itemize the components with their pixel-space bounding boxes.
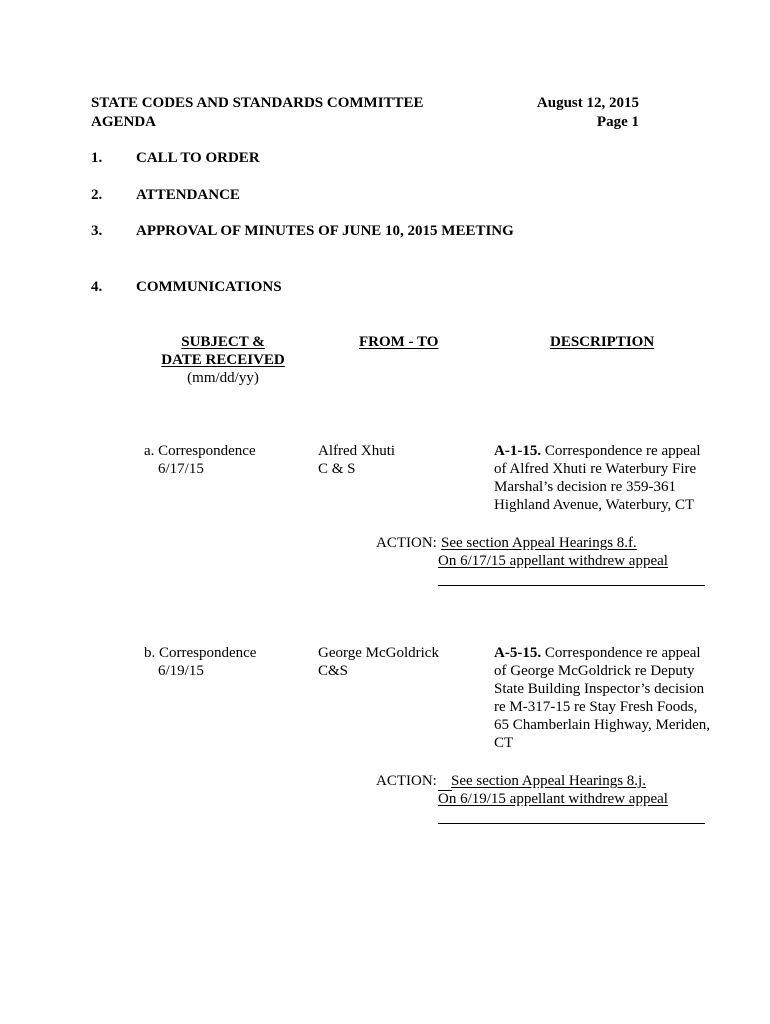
item-a-desc-line: Marshal’s decision re 359-361: [494, 479, 677, 495]
section-number-2: 2.: [91, 187, 103, 203]
item-b-from: George McGoldrick: [318, 645, 439, 661]
column-heading-subject-line1: SUBJECT &: [181, 334, 265, 350]
item-b-desc-line: State Building Inspector’s decision: [494, 681, 705, 697]
agenda-heading: AGENDA: [91, 114, 157, 130]
item-b-date: 6/19/15: [158, 663, 204, 679]
item-b-desc-line: 65 Chamberlain Highway, Meriden,: [494, 717, 711, 733]
section-number-3: 3.: [91, 223, 103, 239]
column-heading-date-format: (mm/dd/yy): [187, 370, 259, 386]
item-b-to: C&S: [318, 663, 349, 679]
column-heading-description: DESCRIPTION: [550, 334, 655, 350]
meeting-date: August 12, 2015: [536, 95, 639, 111]
section-number-1: 1.: [91, 150, 103, 166]
column-heading-from-to: FROM - TO: [359, 334, 439, 350]
item-a-action-label: ACTION:: [376, 535, 437, 551]
column-heading-subject-line2: DATE RECEIVED: [161, 352, 285, 368]
item-a-description: [494, 442, 734, 514]
item-b-action-line1: See section Appeal Hearings 8.j.: [451, 773, 646, 789]
item-a-desc-line: of Alfred Xhuti re Waterbury Fire: [494, 461, 697, 477]
item-b-signature-line: [438, 823, 705, 824]
item-a-appeal-code: A-1-15.: [494, 443, 542, 459]
item-b-action-label: ACTION:: [376, 773, 437, 789]
item-a-action-line2: On 6/17/15 appellant withdrew appeal: [438, 553, 668, 569]
item-b-subject: b. Correspondence: [144, 645, 257, 661]
item-b-action-line2: On 6/19/15 appellant withdrew appeal: [438, 791, 668, 807]
item-a-subject: a. Correspondence: [144, 443, 256, 459]
section-approval-of-minutes: APPROVAL OF MINUTES OF JUNE 10, 2015 MEETING: [136, 223, 514, 239]
item-b-appeal-code: A-5-15.: [494, 645, 542, 661]
section-call-to-order: CALL TO ORDER: [136, 150, 260, 166]
item-a-date: 6/17/15: [158, 461, 204, 477]
item-a-signature-line: [438, 585, 705, 586]
section-number-4: 4.: [91, 279, 103, 295]
item-a-desc-line: Correspondence re appeal: [541, 443, 701, 459]
column-heading-subject: [144, 333, 302, 387]
section-communications: COMMUNICATIONS: [136, 279, 282, 295]
section-attendance: ATTENDANCE: [136, 187, 240, 203]
item-a-from: Alfred Xhuti: [318, 443, 396, 459]
item-b-desc-line: of George McGoldrick re Deputy: [494, 663, 695, 679]
item-b-desc-line: Correspondence re appeal: [541, 645, 701, 661]
item-b-desc-line: CT: [494, 735, 514, 751]
item-a-action-line1: See section Appeal Hearings 8.f.: [441, 535, 637, 551]
item-a-desc-line: Highland Avenue, Waterbury, CT: [494, 497, 695, 513]
item-b-description: [494, 644, 744, 752]
committee-title: STATE CODES AND STANDARDS COMMITTEE: [91, 95, 424, 111]
item-a-to: C & S: [318, 461, 356, 477]
page-number: Page 1: [596, 114, 639, 130]
item-b-desc-line: re M-317-15 re Stay Fresh Foods,: [494, 699, 698, 715]
